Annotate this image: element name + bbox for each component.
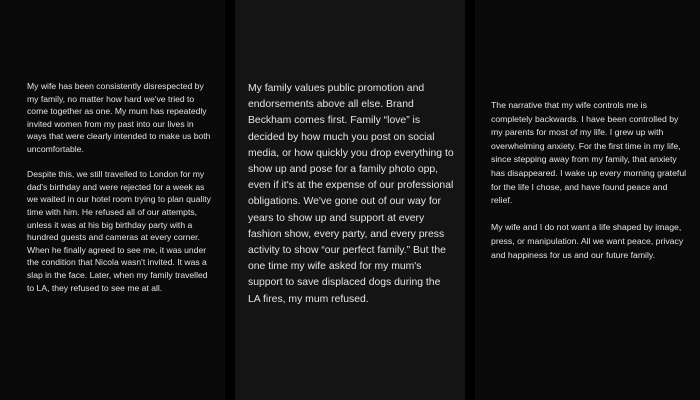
- story-screen-left: [0, 0, 225, 400]
- statement-paragraph: Despite this, we still travelled to London for my dad's birthday and were rejected for a week as we waited in our hotel room trying to plan quality time with him. He refused all of our attempts, unless it was at his big birthday party with a hundred guests and cameras at every corner. When he finally agreed to see me, it was under the condition that Nicola wasn't invited. It was a slap in the face. Later, when my family travelled to LA, they refused to see me at all.: [27, 169, 211, 293]
- story-screen-middle: [235, 0, 465, 400]
- screen-divider: [225, 0, 235, 400]
- statement-paragraph: My wife has been consistently disrespected by my family, no matter how hard we've tried to come together as one. My mum has repeatedly invited women from my past into our lives in ways that were clearly intended to make us both uncomfortable.: [27, 81, 211, 154]
- screen-divider: [465, 0, 475, 400]
- statement-paragraph: My family values public promotion and endorsements above all else. Brand Beckham comes first. Family “love” is decided by how much you post on social media, or how quickly you drop everything to show up and pose for a family photo opp, even if it's at the expense of our professional obligations. We've gone out of our way for years to show up and support at every fashion show, every party, and every press activity to show “our perfect family.” But the one time my wife asked for my mum's support to save displaced dogs during the LA fires, my mum refused.: [248, 83, 454, 305]
- statement-paragraph: My wife and I do not want a life shaped by image, press, or manipulation. All we want peace, privacy and happiness for us and our future family.: [491, 222, 684, 260]
- statement-paragraph: The narrative that my wife controls me is completely backwards. I have been controlled by my parents for most of my life. I grew up with overwhelming anxiety. For the first time in my life, since stepping away from my family, that anxiety has disappeared. I wake up every morning grateful for the life I chose, and have found peace and relief.: [491, 100, 687, 206]
- story-screen-right: [475, 0, 700, 400]
